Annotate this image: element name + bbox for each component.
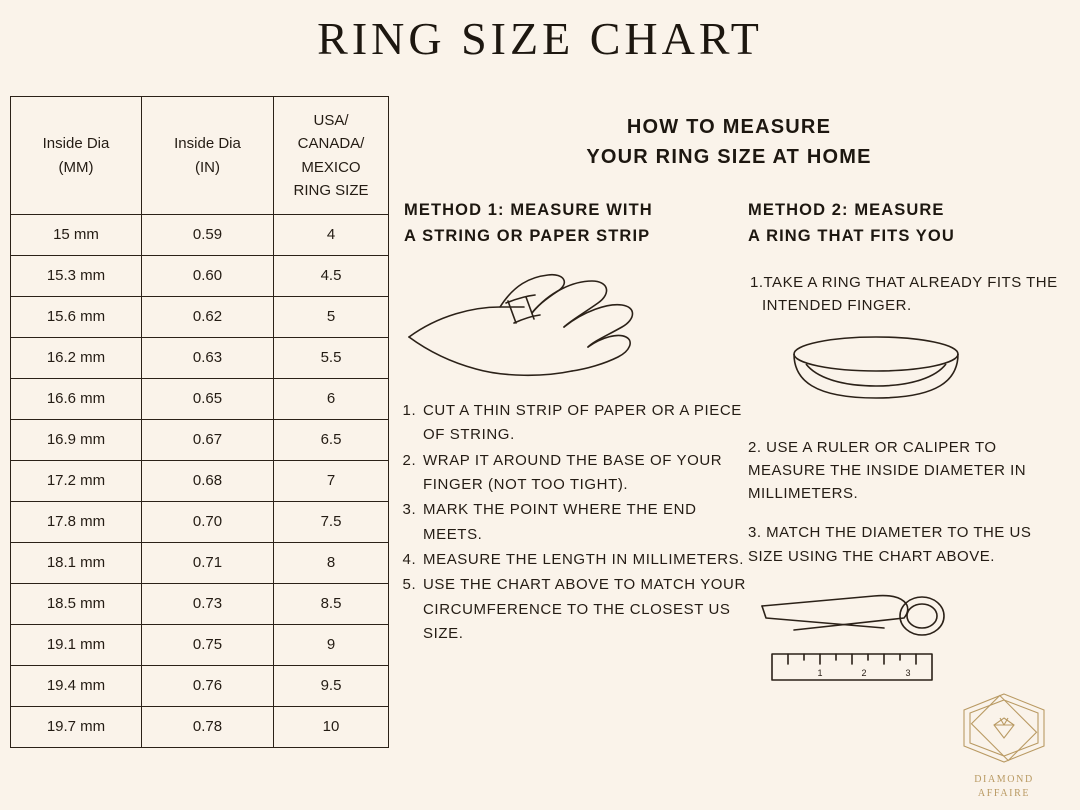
ring-band-icon xyxy=(776,332,976,418)
cell-in: 0.68 xyxy=(142,461,274,502)
column-header-ring-size-line4: RING SIZE xyxy=(293,181,369,199)
cell-in: 0.67 xyxy=(142,420,274,461)
method-2-heading-line1: METHOD 2: MEASURE xyxy=(748,201,945,219)
cell-size: 8 xyxy=(274,543,389,584)
method-1-heading xyxy=(404,198,748,249)
cell-size: 5 xyxy=(274,297,389,338)
table-row xyxy=(11,707,389,748)
cell-mm: 16.2 mm xyxy=(11,338,142,379)
cell-in: 0.60 xyxy=(142,256,274,297)
hand-with-ring-icon xyxy=(404,265,674,385)
column-header-mm xyxy=(11,97,142,215)
cell-size: 10 xyxy=(274,707,389,748)
cell-in: 0.62 xyxy=(142,297,274,338)
table-row xyxy=(11,625,389,666)
method-1-column xyxy=(398,198,748,694)
instructions-heading xyxy=(388,112,1070,172)
diamond-logo-mark-icon xyxy=(956,690,1052,766)
list-item: 5. USE THE CHART ABOVE TO MATCH YOUR CIRCUMFERENCE TO THE CLOSEST US SIZE. xyxy=(421,573,748,646)
cell-mm: 17.2 mm xyxy=(11,461,142,502)
cell-in: 0.71 xyxy=(142,543,274,584)
cell-size: 6.5 xyxy=(274,420,389,461)
table-row xyxy=(11,502,389,543)
method-2-heading xyxy=(748,198,1070,249)
brand-name xyxy=(944,773,1064,800)
ruler-tick-3: 3 xyxy=(905,667,911,678)
list-item: 3. MARK THE POINT WHERE THE END MEETS. xyxy=(421,498,748,547)
table-row xyxy=(11,338,389,379)
table-row xyxy=(11,297,389,338)
cell-in: 0.73 xyxy=(142,584,274,625)
table-row xyxy=(11,666,389,707)
ruler-tick-1: 1 xyxy=(817,667,823,678)
cell-mm: 15 mm xyxy=(11,215,142,256)
cell-mm: 15.6 mm xyxy=(11,297,142,338)
cell-in: 0.65 xyxy=(142,379,274,420)
column-header-in xyxy=(142,97,274,215)
method-1-heading-line2: A STRING OR PAPER STRIP xyxy=(404,226,651,245)
cell-in: 0.78 xyxy=(142,707,274,748)
cell-in: 0.63 xyxy=(142,338,274,379)
brand-name-line1: DIAMOND xyxy=(974,774,1034,785)
instructions-heading-line2: YOUR RING SIZE AT HOME xyxy=(586,146,872,168)
table-header-row xyxy=(11,97,389,215)
cell-in: 0.76 xyxy=(142,666,274,707)
cell-size: 6 xyxy=(274,379,389,420)
column-header-mm-line2: (MM) xyxy=(58,158,94,176)
table-row xyxy=(11,420,389,461)
cell-mm: 16.9 mm xyxy=(11,420,142,461)
column-header-in-line1: Inside Dia xyxy=(174,135,241,153)
cell-mm: 19.4 mm xyxy=(11,666,142,707)
cell-size: 7.5 xyxy=(274,502,389,543)
brand-logo xyxy=(944,690,1064,800)
method-1-steps xyxy=(404,399,748,646)
cell-mm: 19.7 mm xyxy=(11,707,142,748)
cell-size: 4 xyxy=(274,215,389,256)
list-item: 1. CUT A THIN STRIP OF PAPER OR A PIECE OF STRING. xyxy=(421,399,748,448)
list-item: 2. WRAP IT AROUND THE BASE OF YOUR FINGER (NOT TOO TIGHT). xyxy=(421,449,748,498)
column-header-mm-line1: Inside Dia xyxy=(42,135,110,153)
cell-size: 5.5 xyxy=(274,338,389,379)
cell-size: 7 xyxy=(274,461,389,502)
cell-size: 9 xyxy=(274,625,389,666)
instructions-heading-line1: HOW TO MEASURE xyxy=(626,116,832,138)
cell-mm: 18.5 mm xyxy=(11,584,142,625)
cell-size: 4.5 xyxy=(274,256,389,297)
cell-size: 9.5 xyxy=(274,666,389,707)
cell-mm: 17.8 mm xyxy=(11,502,142,543)
table-row xyxy=(11,215,389,256)
method-1-heading-line1: METHOD 1: MEASURE WITH xyxy=(404,201,653,219)
cell-in: 0.59 xyxy=(142,215,274,256)
column-header-in-line2: (IN) xyxy=(195,158,220,176)
method-2-step-2: 2. USE A RULER OR CALIPER TO MEASURE THE INSIDE DIAMETER IN MILLIMETERS. xyxy=(748,438,1027,503)
column-header-ring-size-line1: USA/ xyxy=(313,112,349,129)
cell-size: 8.5 xyxy=(274,584,389,625)
column-header-ring-size xyxy=(274,97,389,215)
method-2-column xyxy=(748,198,1070,694)
size-chart-table-wrap xyxy=(10,96,388,748)
size-chart-table xyxy=(10,96,389,748)
brand-name-line2: AFFAIRE xyxy=(977,787,1031,799)
ruler-and-ring-icon xyxy=(754,584,984,694)
methods-columns xyxy=(398,198,1070,694)
method-2-step-1: 1.TAKE A RING THAT ALREADY FITS THE INTENDED FINGER. xyxy=(750,274,1058,315)
table-row xyxy=(11,461,389,502)
cell-mm: 15.3 mm xyxy=(11,256,142,297)
method-2-step-3: 3. MATCH THE DIAMETER TO THE US SIZE USING THE CHART ABOVE. xyxy=(748,524,1032,565)
cell-in: 0.70 xyxy=(142,502,274,543)
column-header-ring-size-line3: MEXICO xyxy=(301,158,361,176)
cell-mm: 19.1 mm xyxy=(11,625,142,666)
ruler-tick-2: 2 xyxy=(861,667,867,678)
cell-mm: 18.1 mm xyxy=(11,543,142,584)
table-row xyxy=(11,256,389,297)
method-2-heading-line2: A RING THAT FITS YOU xyxy=(748,226,955,245)
column-header-ring-size-line2: CANADA/ xyxy=(297,135,365,153)
cell-in: 0.75 xyxy=(142,625,274,666)
table-row xyxy=(11,379,389,420)
table-row xyxy=(11,584,389,625)
cell-mm: 16.6 mm xyxy=(11,379,142,420)
table-row xyxy=(11,543,389,584)
page-title: RING SIZE CHART xyxy=(317,13,763,64)
list-item: 4. MEASURE THE LENGTH IN MILLIMETERS. xyxy=(421,548,748,572)
